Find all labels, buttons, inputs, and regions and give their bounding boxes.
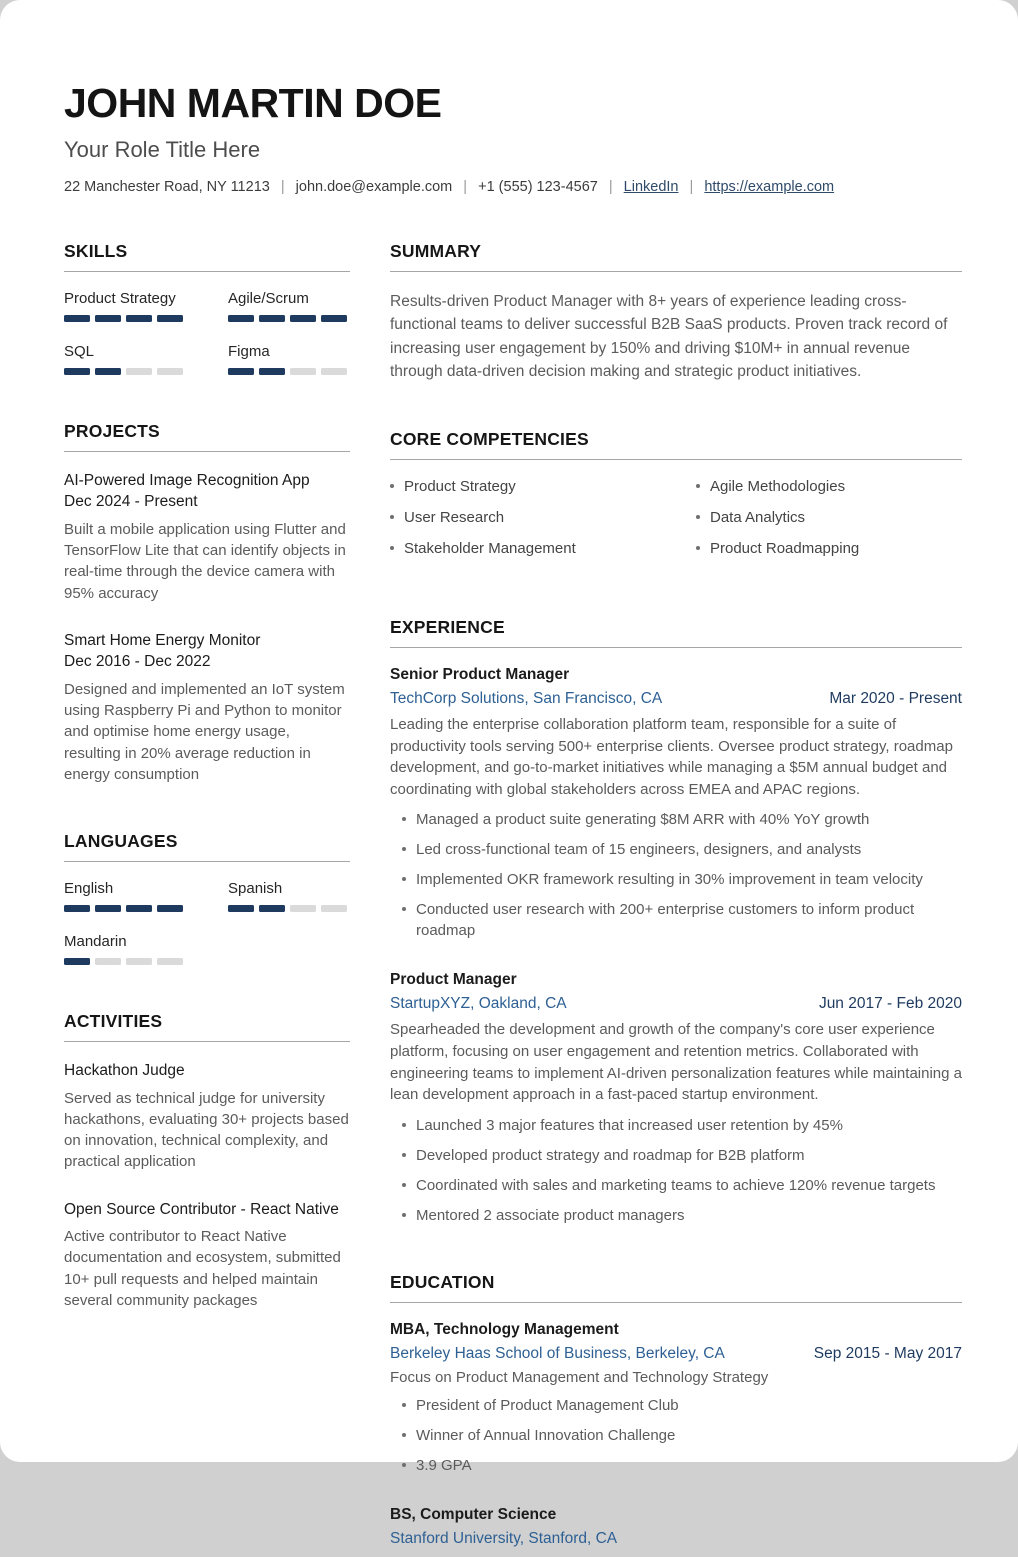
degree-title: BS, Computer Science bbox=[390, 1505, 557, 1523]
education-bullet bbox=[390, 1425, 962, 1446]
skill-item bbox=[228, 290, 350, 322]
skill-label: SQL bbox=[64, 343, 95, 360]
language-level-bar bbox=[64, 905, 186, 912]
core-competencies-section bbox=[390, 429, 962, 571]
skill-bar-segment bbox=[126, 315, 152, 322]
job-title: Product Manager bbox=[390, 971, 517, 989]
summary-heading: SUMMARY bbox=[390, 241, 962, 272]
language-label: Mandarin bbox=[64, 933, 127, 951]
job-bullet-text: Conducted user research with 200+ enterprise customers to inform product roadmap bbox=[416, 901, 915, 940]
bullet-dot-icon bbox=[696, 484, 700, 488]
education-bullet-text: President of Product Management Club bbox=[416, 1396, 679, 1414]
skill-bar-segment bbox=[95, 958, 121, 965]
right-column bbox=[390, 241, 962, 1557]
job-description: Leading the enterprise collaboration platform team, responsible for a suite of productivity tools serving 500+ enterprise clients. Oversee product strategy, roadmap development, and go-to-market initiatives while managing a $5M annual budget and coordinating with global stakeholders across EMEA and APAC regions. bbox=[390, 716, 953, 798]
bullet-dot-icon bbox=[696, 515, 700, 519]
job-company: StartupXYZ, Oakland, CA bbox=[390, 995, 567, 1013]
skill-bar-segment bbox=[228, 905, 254, 912]
job-bullets bbox=[390, 809, 962, 941]
competency-item bbox=[390, 478, 656, 495]
job-bullet-text: Implemented OKR framework resulting in 30% improvement in team velocity bbox=[416, 871, 923, 889]
competency-label: Product Strategy bbox=[404, 478, 516, 495]
language-label: English bbox=[64, 880, 114, 898]
degree-title: MBA, Technology Management bbox=[390, 1320, 619, 1338]
bullet-dot-icon bbox=[390, 546, 394, 550]
education-focus: Focus on Product Management and Technology Strategy bbox=[390, 1368, 769, 1386]
contact-line bbox=[64, 179, 962, 195]
project-dates: Dec 2024 - Present bbox=[64, 493, 198, 511]
skills-grid bbox=[64, 290, 350, 375]
job-bullet bbox=[390, 1175, 962, 1196]
job-bullet-text: Managed a product suite generating $8M ARR with 40% YoY growth bbox=[416, 811, 870, 829]
schools-list bbox=[390, 1321, 962, 1548]
summary-section bbox=[390, 241, 962, 383]
job-item bbox=[390, 971, 962, 1225]
project-title: Smart Home Energy Monitor bbox=[64, 631, 261, 649]
competency-item bbox=[696, 478, 962, 495]
activity-description: Active contributor to React Native documentation and ecosystem, submitted 10+ pull requests and helped maintain several community packages bbox=[64, 1228, 341, 1309]
activities-heading: ACTIVITIES bbox=[64, 1011, 350, 1042]
bullet-dot-icon bbox=[402, 1183, 406, 1187]
bullet-dot-icon bbox=[402, 1463, 406, 1467]
skill-level-bar bbox=[64, 315, 186, 322]
projects-section bbox=[64, 421, 350, 785]
skill-bar-segment bbox=[321, 368, 347, 375]
project-item bbox=[64, 630, 350, 785]
skill-level-bar bbox=[64, 368, 186, 375]
skill-bar-segment bbox=[64, 905, 90, 912]
competency-columns bbox=[390, 478, 962, 571]
skill-bar-segment bbox=[290, 905, 316, 912]
bullet-dot-icon bbox=[402, 1153, 406, 1157]
language-level-bar bbox=[228, 905, 350, 912]
core-competencies-heading: CORE COMPETENCIES bbox=[390, 429, 962, 460]
skill-bar-segment bbox=[157, 315, 183, 322]
job-bullet bbox=[390, 1145, 962, 1166]
skill-label: Agile/Scrum bbox=[228, 290, 309, 307]
bullet-dot-icon bbox=[402, 907, 406, 911]
skill-label: Product Strategy bbox=[64, 290, 176, 307]
job-bullets bbox=[390, 1115, 962, 1226]
bullet-dot-icon bbox=[402, 1213, 406, 1217]
competency-label: User Research bbox=[404, 509, 505, 526]
skill-level-bar bbox=[228, 368, 350, 375]
bullet-dot-icon bbox=[402, 877, 406, 881]
summary-text: Results-driven Product Manager with 8+ years of experience leading cross-functional teams to deliver successful B2B SaaS products. Proven track record of increasing user engagement by 150% and driving $10M+ in annual revenue through data-driven decision making and strategic product initiatives. bbox=[390, 293, 948, 380]
skill-bar-segment bbox=[64, 958, 90, 965]
activity-title: Open Source Contributor - React Native bbox=[64, 1200, 339, 1218]
school-line bbox=[390, 1530, 962, 1548]
project-title: AI-Powered Image Recognition App bbox=[64, 472, 310, 489]
activities-list bbox=[64, 1060, 350, 1311]
skill-bar-segment bbox=[95, 368, 121, 375]
skill-bar-segment bbox=[126, 905, 152, 912]
competency-column-1 bbox=[390, 478, 656, 571]
job-bullet-text: Developed product strategy and roadmap for B2B platform bbox=[416, 1146, 805, 1164]
job-bullet-text: Mentored 2 associate product managers bbox=[416, 1206, 685, 1224]
project-description: Designed and implemented an IoT system using Raspberry Pi and Python to monitor and optimise home energy usage, resulting in 20% average reduction in energy consumption bbox=[64, 680, 345, 783]
job-bullet bbox=[390, 1205, 962, 1226]
skill-bar-segment bbox=[95, 905, 121, 912]
language-level-bar bbox=[64, 958, 186, 965]
job-bullet bbox=[390, 899, 962, 941]
skill-bar-segment bbox=[157, 368, 183, 375]
skill-bar-segment bbox=[126, 368, 152, 375]
languages-section bbox=[64, 831, 350, 965]
bullet-dot-icon bbox=[390, 515, 394, 519]
project-description: Built a mobile application using Flutter and TensorFlow Lite that can identify objects in real-time through the device camera with 95% accuracy bbox=[64, 520, 346, 602]
skill-level-bar bbox=[228, 315, 350, 322]
experience-section bbox=[390, 617, 962, 1226]
job-bullet bbox=[390, 809, 962, 830]
bullet-dot-icon bbox=[402, 1433, 406, 1437]
bullet-dot-icon bbox=[390, 484, 394, 488]
project-dates: Dec 2016 - Dec 2022 bbox=[64, 653, 211, 671]
language-item bbox=[64, 880, 186, 912]
skill-bar-segment bbox=[228, 315, 254, 322]
job-bullet bbox=[390, 1115, 962, 1136]
projects-heading: PROJECTS bbox=[64, 421, 350, 452]
bullet-dot-icon bbox=[402, 817, 406, 821]
competency-label: Agile Methodologies bbox=[710, 478, 846, 495]
skill-bar-segment bbox=[95, 315, 121, 322]
skill-item bbox=[64, 343, 186, 375]
competency-label: Product Roadmapping bbox=[710, 540, 860, 557]
education-bullet-text: Winner of Annual Innovation Challenge bbox=[416, 1426, 676, 1444]
contact-separator: | bbox=[689, 179, 694, 195]
activity-item bbox=[64, 1060, 350, 1173]
job-company-line bbox=[390, 995, 962, 1013]
education-heading: EDUCATION bbox=[390, 1272, 962, 1303]
skill-bar-segment bbox=[126, 958, 152, 965]
skill-bar-segment bbox=[290, 315, 316, 322]
project-item bbox=[64, 470, 350, 604]
skill-bar-segment bbox=[290, 368, 316, 375]
activities-section bbox=[64, 1011, 350, 1311]
left-column bbox=[64, 241, 350, 1557]
skill-bar-segment bbox=[259, 368, 285, 375]
school-dates: Sep 2015 - May 2017 bbox=[813, 1344, 962, 1362]
contact-address: 22 Manchester Road, NY 11213 bbox=[64, 179, 270, 195]
contact-email: john.doe@example.com bbox=[295, 179, 453, 195]
education-bullets bbox=[390, 1395, 962, 1476]
skill-bar-segment bbox=[157, 905, 183, 912]
job-bullet bbox=[390, 869, 962, 890]
school-item bbox=[390, 1321, 962, 1476]
activity-title: Hackathon Judge bbox=[64, 1062, 185, 1080]
language-item bbox=[228, 880, 350, 912]
languages-grid bbox=[64, 880, 350, 965]
job-bullet-text: Led cross-functional team of 15 engineers, designers, and analysts bbox=[416, 841, 862, 859]
competency-label: Data Analytics bbox=[710, 509, 806, 526]
school-item bbox=[390, 1506, 962, 1548]
skill-bar-segment bbox=[259, 315, 285, 322]
candidate-name: JOHN MARTIN DOE bbox=[64, 80, 442, 126]
education-bullet bbox=[390, 1455, 962, 1476]
competency-column-2 bbox=[696, 478, 962, 571]
education-bullet bbox=[390, 1395, 962, 1416]
skill-bar-segment bbox=[157, 958, 183, 965]
experience-heading: EXPERIENCE bbox=[390, 617, 962, 648]
job-dates: Mar 2020 - Present bbox=[829, 690, 962, 707]
education-bullet-text: 3.9 GPA bbox=[416, 1456, 472, 1474]
skill-bar-segment bbox=[259, 905, 285, 912]
school-line bbox=[390, 1345, 962, 1363]
competency-item bbox=[696, 540, 962, 557]
role-title: Your Role Title Here bbox=[64, 137, 261, 162]
skill-bar-segment bbox=[64, 315, 90, 322]
skill-bar-segment bbox=[228, 368, 254, 375]
job-item bbox=[390, 666, 962, 941]
contact-separator: | bbox=[463, 179, 468, 195]
contact-separator: | bbox=[608, 179, 613, 195]
school-name: Berkeley Haas School of Business, Berkeley, CA bbox=[390, 1344, 725, 1362]
bullet-dot-icon bbox=[696, 546, 700, 550]
job-description: Spearheaded the development and growth of the company's core user experience platform, focusing on user engagement and retention metrics. Collaborated with engineering teams to implement AI-driven personalization features while maintaining a lean development approach in a fast-paced startup environment. bbox=[390, 1021, 962, 1104]
projects-list bbox=[64, 470, 350, 785]
bullet-dot-icon bbox=[402, 1123, 406, 1127]
skills-section bbox=[64, 241, 350, 375]
job-bullet bbox=[390, 839, 962, 860]
skill-bar-segment bbox=[64, 368, 90, 375]
languages-heading: LANGUAGES bbox=[64, 831, 350, 862]
website-link[interactable]: https://example.com bbox=[704, 179, 835, 195]
job-bullet-text: Launched 3 major features that increased user retention by 45% bbox=[416, 1116, 843, 1134]
skill-bar-segment bbox=[321, 905, 347, 912]
language-item bbox=[64, 933, 186, 965]
jobs-list bbox=[390, 666, 962, 1226]
activity-item bbox=[64, 1199, 350, 1312]
competency-item bbox=[390, 540, 656, 557]
competency-item bbox=[390, 509, 656, 526]
linkedin-link[interactable]: LinkedIn bbox=[623, 179, 679, 195]
skill-item bbox=[228, 343, 350, 375]
contact-separator: | bbox=[280, 179, 285, 195]
school-name: Stanford University, Stanford, CA bbox=[390, 1529, 618, 1547]
competency-label: Stakeholder Management bbox=[404, 540, 576, 557]
bullet-dot-icon bbox=[402, 847, 406, 851]
resume-columns bbox=[64, 241, 962, 1557]
job-dates: Jun 2017 - Feb 2020 bbox=[818, 995, 962, 1013]
job-bullet-text: Coordinated with sales and marketing teams to achieve 120% revenue targets bbox=[416, 1176, 936, 1194]
contact-phone: +1 (555) 123-4567 bbox=[478, 179, 598, 195]
job-company-line bbox=[390, 690, 962, 708]
skills-heading: SKILLS bbox=[64, 241, 350, 272]
skill-label: Figma bbox=[228, 343, 270, 360]
skill-item bbox=[64, 290, 186, 322]
skill-bar-segment bbox=[321, 315, 347, 322]
resume-header bbox=[64, 80, 962, 195]
language-label: Spanish bbox=[228, 880, 283, 898]
education-section bbox=[390, 1272, 962, 1548]
competency-item bbox=[696, 509, 962, 526]
job-title: Senior Product Manager bbox=[390, 666, 570, 683]
bullet-dot-icon bbox=[402, 1403, 406, 1407]
job-company: TechCorp Solutions, San Francisco, CA bbox=[390, 690, 663, 707]
activity-description: Served as technical judge for university hackathons, evaluating 30+ projects based on innovation, technical complexity, and practical application bbox=[64, 1089, 349, 1171]
